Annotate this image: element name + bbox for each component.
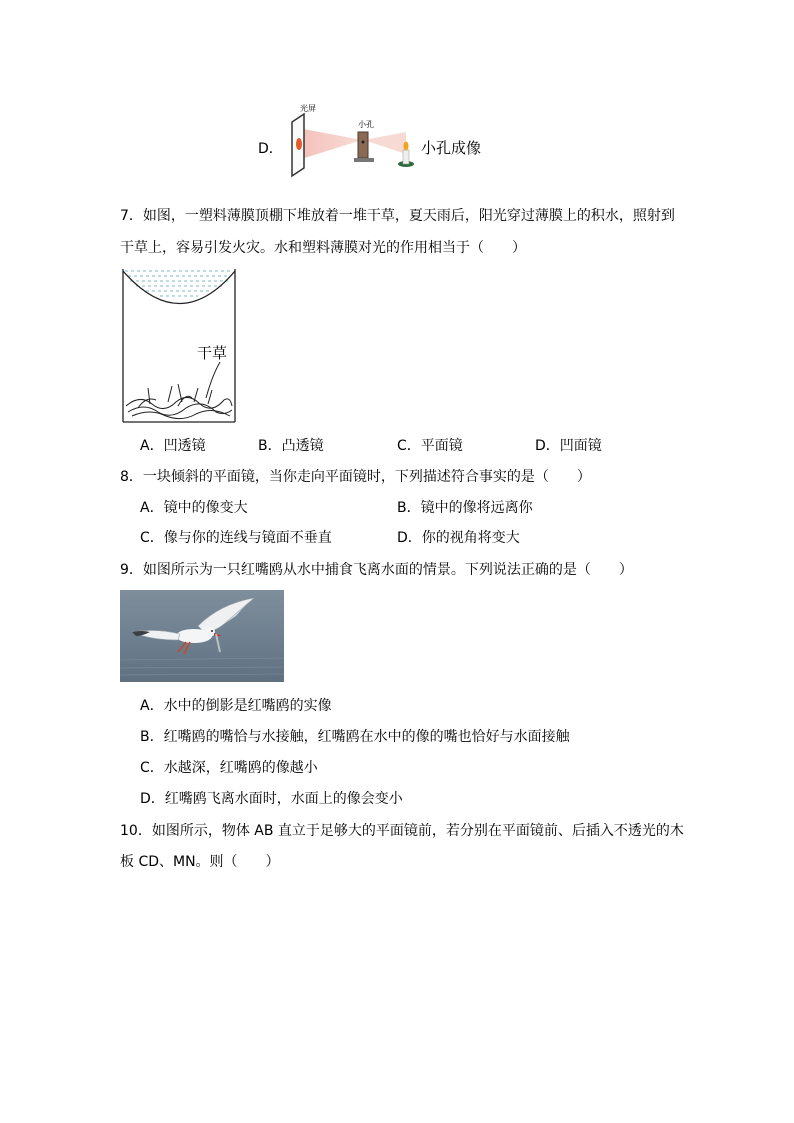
- q8-option-d: D．你的视角将变大: [397, 530, 520, 546]
- screen-label: 光屏: [300, 104, 316, 113]
- hay-label: 干草: [197, 344, 228, 362]
- q7-option-c: C．平面镜: [397, 438, 463, 454]
- q10-stem-line1: 10．如图所示，物体 AB 直立于足够大的平面镜前，若分别在平面镜前、后插入不透光的木: [120, 823, 684, 839]
- q6-option-d-label: D．: [258, 141, 283, 157]
- gull-photo: [120, 590, 284, 682]
- q7-stem-line1: 7．如图，一塑料薄膜顶棚下堆放着一堆干草，夏天雨后，阳光穿过薄膜上的积水，照射到: [120, 208, 675, 224]
- pinhole-label: 小孔: [358, 120, 374, 129]
- q7-option-b: B．凸透镜: [258, 438, 324, 454]
- q10-stem-line2: 板 CD、MN。则（ ）: [120, 854, 280, 870]
- pinhole-caption: 小孔成像: [421, 139, 482, 157]
- q9-stem: 9．如图所示为一只红嘴鸥从水中捕食飞离水面的情景。下列说法正确的是（ ）: [120, 562, 633, 578]
- q9-option-b: B．红嘴鸥的嘴恰与水接触，红嘴鸥在水中的像的嘴也恰好与水面接触: [140, 729, 570, 745]
- q8-stem: 8．一块倾斜的平面镜，当你走向平面镜时，下列描述符合事实的是（ ）: [120, 469, 591, 485]
- q9-option-a: A．水中的倒影是红嘴鸥的实像: [140, 698, 332, 714]
- q9-option-d: D．红嘴鸥飞离水面时，水面上的像会变小: [140, 791, 403, 807]
- q8-option-a: A．镜中的像变大: [140, 500, 248, 516]
- q8-option-c: C．像与你的连线与镜面不垂直: [140, 530, 332, 546]
- q8-option-b: B．镜中的像将远离你: [397, 500, 533, 516]
- q7-stem-line2: 干草上，容易引发火灾。水和塑料薄膜对光的作用相当于（ ）: [120, 240, 526, 256]
- q7-option-a: A．凹透镜: [140, 438, 206, 454]
- q9-option-c: C．水越深，红嘴鸥的像越小: [140, 760, 318, 776]
- q7-option-d: D．凹面镜: [535, 438, 602, 454]
